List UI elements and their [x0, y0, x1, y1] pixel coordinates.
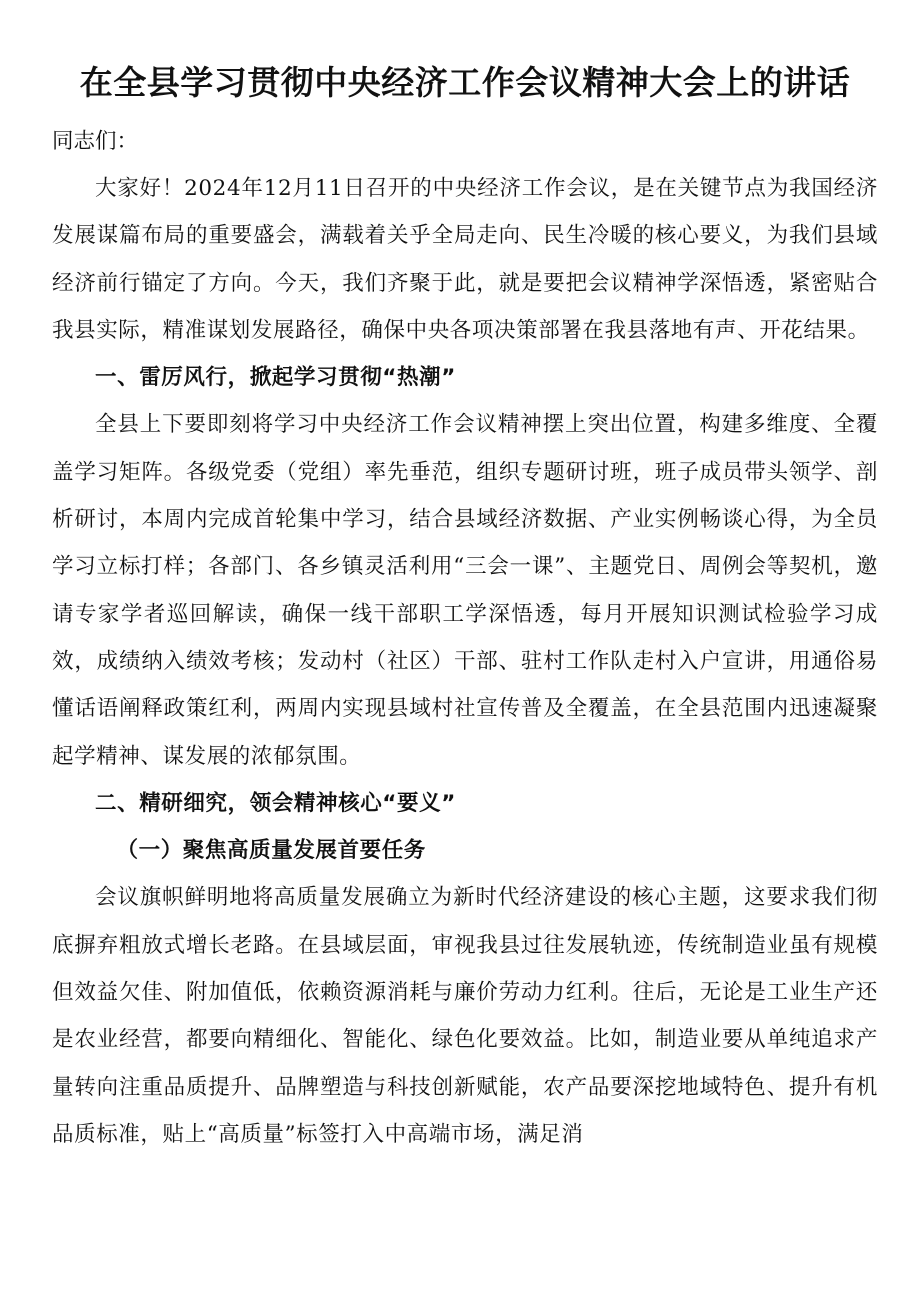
section-1-paragraph: 全县上下要即刻将学习中央经济工作会议精神摆上突出位置，构建多维度、全覆盖学习矩阵。各级党委（党组）率先垂范，组织专题研讨班，班子成员带头领学、剖析研讨，本周内完成首轮集中学习，结合县域经济数据、产业实例畅谈心得，为全员学习立标打样；各部门、各乡镇灵活利用“三会一课”、主题党日、周例会等契机，邀请专家学者巡回解读，确保一线干部职工学深悟透，每月开展知识测试检验学习成效，成绩纳入绩效考核；发动村（社区）干部、驻村工作队走村入户宣讲，用通俗易懂话语阐释政策红利，两周内实现县域村社宣传普及全覆盖，在全县范围内迅速凝聚起学精神、谋发展的浓郁氛围。 — [52, 412, 878, 769]
document-title: 在全县学习贯彻中央经济工作会议精神大会上的讲话 — [79, 63, 851, 102]
salutation: 同志们： — [52, 129, 139, 154]
section-2-heading: 二、精研细究，领会精神核心“要义” — [95, 790, 456, 816]
section-2-1-heading: （一）聚焦高质量发展首要任务 — [116, 838, 426, 864]
section-1-heading: 一、雷厉风行，掀起学习贯彻“热潮” — [95, 365, 456, 391]
document-page — [52, 0, 878, 1158]
intro-paragraph: 大家好！2024年12月11日召开的中央经济工作会议，是在关键节点为我国经济发展谋篇布局的重要盛会，满载着关乎全局走向、民生冷暖的核心要义，为我们县域经济前行锚定了方向。今天，我们齐聚于此，就是要把会议精神学深悟透，紧密贴合我县实际，精准谋划发展路径，确保中央各项决策部署在我县落地有声、开花结果。 — [52, 176, 878, 343]
section-2-1-paragraph: 会议旗帜鲜明地将高质量发展确立为新时代经济建设的核心主题，这要求我们彻底摒弃粗放式增长老路。在县域层面，审视我县过往发展轨迹，传统制造业虽有规模但效益欠佳、附加值低，依赖资源消耗与廉价劳动力红利。往后，无论是工业生产还是农业经营，都要向精细化、智能化、绿色化要效益。比如，制造业要从单纯追求产量转向注重品质提升、品牌塑造与科技创新赋能，农产品要深挖地域特色、提升有机品质标准，贴上“高质量”标签打入中高端市场，满足消 — [52, 885, 878, 1147]
